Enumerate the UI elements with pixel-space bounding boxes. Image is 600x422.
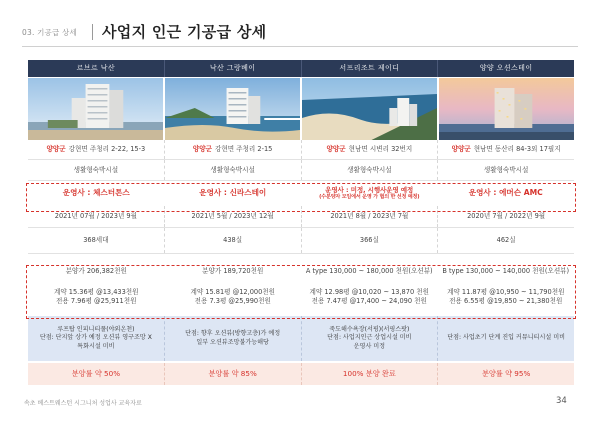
- cost-row: [28, 280, 574, 314]
- note-line: 운영사 미정: [353, 342, 386, 350]
- address-detail: 강현면 주청리 2-22, 15-3: [68, 145, 146, 154]
- project-price: A type 130,000 ~ 180,000 천원(오션뷰): [305, 266, 433, 275]
- units-row: [28, 228, 574, 254]
- type-row: [28, 160, 574, 181]
- spacer: [28, 254, 574, 262]
- project-units: 438실: [165, 228, 302, 253]
- project-name: 낙산 그랑베이: [165, 60, 302, 77]
- header-underline: [22, 46, 578, 47]
- cost-exclusive: 전용 7.47평 @17,400 ~ 24,090 천원: [311, 297, 427, 305]
- header-divider: [92, 24, 93, 40]
- project-dates: 2021년 07월 / 2023년 9월: [28, 206, 165, 227]
- cost-exclusive: 전용 6.55평 @19,850 ~ 21,380천원: [449, 297, 563, 305]
- project-units: 368세대: [28, 228, 165, 253]
- project-sales-rate: 100% 분양 완료: [302, 363, 439, 385]
- project-name: 르브르 낙산: [28, 60, 165, 77]
- project-notes: [165, 316, 302, 361]
- project-notes: [302, 316, 439, 361]
- project-photo-naksan-grandbay: [165, 78, 300, 140]
- project-operator: [301, 181, 438, 206]
- cost-exclusive: 전용 7.3평 @25,990천원: [194, 297, 271, 305]
- address-detail: 강현면 주청리 2-15: [214, 145, 273, 154]
- project-address: [438, 140, 574, 159]
- project-notes: [28, 316, 165, 361]
- project-sales-rate: 분양률 약 85%: [165, 363, 302, 385]
- project-operator: 운영사 : 체스터톤스: [62, 188, 130, 198]
- dates-row: [28, 206, 574, 228]
- project-name: 서프리조트 제이디: [302, 60, 439, 77]
- address-detail: 현남면 동산리 84-3외 17필지: [473, 145, 561, 154]
- project-units: 462실: [496, 236, 516, 245]
- note-line: 일부 오션뷰조망불가능해당: [196, 338, 269, 346]
- project-photo-surf-resort-jd: [302, 78, 437, 140]
- page-header: [22, 14, 578, 48]
- note-line: 죽도해수욕장(서핑)(서핑스팟): [329, 326, 410, 334]
- project-cost: [301, 280, 438, 314]
- project-type: 생활형숙박시설: [165, 160, 302, 180]
- project-type: 생활형숙박시설: [28, 160, 165, 180]
- project-price: 분양가 189,720천원: [202, 266, 264, 275]
- project-dates: 2020년 7월 / 2022년 9월: [467, 212, 546, 221]
- note-line: 단점: 단지앞 상가 예정 오션뷰 영구조망 X: [39, 334, 152, 342]
- page-title: 사업지 인근 기공급 상세: [102, 23, 267, 41]
- project-photo-lebre-naksan: [28, 78, 163, 140]
- cost-exclusive: 전용 7.96평 @25,911천원: [56, 297, 137, 305]
- project-address: [28, 140, 165, 159]
- section-label: 03. 기공급 상세: [22, 28, 77, 37]
- project-photo-cell: [165, 78, 302, 140]
- sales-rate-row: [28, 363, 574, 385]
- note-line: 단점: 사업초기 단계 진입 커뮤니티시설 미비: [447, 334, 565, 342]
- project-type: 생활형숙박시설: [483, 165, 529, 174]
- project-cost: [438, 280, 575, 314]
- project-photo-yangyang-oceanstay: [439, 78, 574, 140]
- project-dates: 2021년 5월 / 2023년 12월: [165, 206, 302, 227]
- note-line: 단점: 사업지인근 상업시설 미비: [327, 334, 412, 342]
- cost-contract: 계약 11.87평 @10,950 ~ 11,790천원: [447, 288, 565, 297]
- address-region: 양양군: [46, 145, 66, 154]
- operator-line: 운영사 : 미정, 시행사운영 예정: [325, 185, 414, 194]
- cost-contract: 계약 15.81평 @12,000천원: [190, 288, 276, 297]
- project-cost: [165, 280, 302, 314]
- address-region: 양양군: [192, 145, 212, 154]
- project-operator: 운영사 : 신라스테이: [199, 188, 267, 198]
- note-line: 특화시설 미비: [77, 342, 115, 350]
- note-line: 루프탑 인피니티풀(야외온천): [57, 326, 135, 334]
- cost-contract: 계약 15.36평 @13,433천원: [53, 288, 139, 297]
- project-photo-row: [28, 78, 574, 140]
- address-row: [28, 140, 574, 160]
- project-notes: [438, 316, 574, 361]
- project-photo-cell: [302, 78, 439, 140]
- project-photo-cell: [439, 78, 574, 140]
- project-name-row: [28, 60, 574, 77]
- address-region: 양양군: [326, 145, 346, 154]
- project-units: 366실: [302, 228, 439, 253]
- page-number: 34: [556, 396, 567, 406]
- price-row: [28, 262, 574, 280]
- footer-caption: 속초 베스트웨스턴 시그니처 성업사 교육자료: [24, 400, 142, 407]
- project-price: 분양가 206,382천원: [65, 266, 127, 275]
- project-address: [302, 140, 439, 159]
- comparison-table: [28, 60, 574, 385]
- project-operator: 운영사 : 에머슨 AMC: [468, 188, 543, 198]
- project-name: 양양 오션스테이: [479, 63, 533, 72]
- project-sales-rate: 분양률 약 95%: [481, 369, 531, 379]
- project-price: B type 130,000 ~ 140,000 천원(오션뷰): [442, 266, 570, 275]
- cost-contract: 계약 12.98평 @10,020 ~ 13,870 천원: [309, 288, 429, 297]
- project-photo-cell: [28, 78, 165, 140]
- project-address: [165, 140, 302, 159]
- address-detail: 현남면 시변리 32번지: [348, 145, 413, 154]
- project-dates: 2021년 8월 / 2023년 7월: [302, 206, 439, 227]
- project-cost: [28, 280, 165, 314]
- operator-subline: (수분양자 모임에서 운영 가 협의 한 선정 예정): [319, 194, 420, 201]
- address-region: 양양군: [451, 145, 471, 154]
- operator-row: [28, 181, 574, 206]
- project-sales-rate: 분양률 약 50%: [28, 363, 165, 385]
- notes-row: [28, 316, 574, 361]
- note-line: 단점: 향후 오션뷰(방향고층)가 예정: [185, 330, 281, 338]
- project-type: 생활형숙박시설: [302, 160, 439, 180]
